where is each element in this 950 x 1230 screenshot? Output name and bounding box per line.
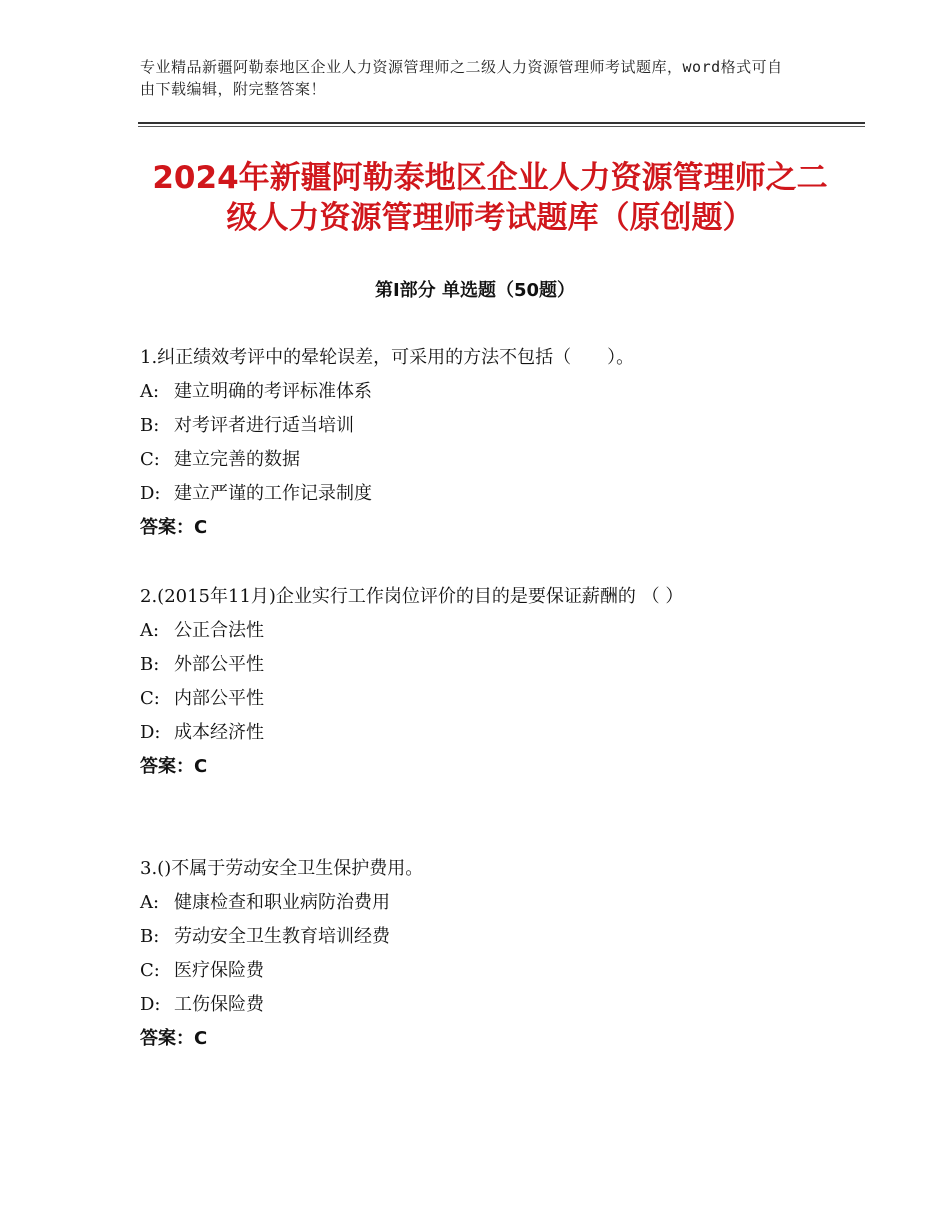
option-a (140, 614, 790, 648)
option-c (140, 682, 790, 716)
option-letter: B: (140, 926, 160, 947)
option-text: 医疗保险费 (174, 960, 264, 981)
option-b (140, 409, 790, 443)
option-text: 工伤保险费 (174, 994, 264, 1015)
question-2 (140, 580, 790, 784)
option-letter: C: (140, 688, 160, 709)
option-letter: D: (140, 722, 161, 743)
option-letter: A: (140, 620, 160, 641)
header-rule-thin (138, 126, 865, 127)
option-letter: D: (140, 483, 161, 504)
option-letter: D: (140, 994, 161, 1015)
option-text: 公正合法性 (174, 620, 264, 641)
question-stem: 3.()不属于劳动安全卫生保护费用。 (140, 858, 424, 879)
header-rule (138, 122, 865, 124)
option-c (140, 954, 790, 988)
option-letter: B: (140, 415, 160, 436)
section-heading: 第Ⅰ部分 单选题（50题） (374, 280, 575, 301)
option-text: 对考评者进行适当培训 (174, 415, 354, 436)
option-d (140, 477, 790, 511)
question-1 (140, 341, 790, 545)
option-letter: A: (140, 892, 160, 913)
option-c (140, 443, 790, 477)
option-text: 外部公平性 (174, 654, 264, 675)
option-text: 内部公平性 (174, 688, 264, 709)
option-b (140, 648, 790, 682)
answer: 答案：C (140, 1028, 208, 1049)
option-text: 建立严谨的工作记录制度 (174, 483, 372, 504)
option-d (140, 988, 790, 1022)
question-stem: 2.(2015年11月)企业实行工作岗位评价的目的是要保证薪酬的 （ ） (140, 586, 684, 607)
option-text: 成本经济性 (174, 722, 264, 743)
option-d (140, 716, 790, 750)
option-text: 劳动安全卫生教育培训经费 (174, 926, 390, 947)
question-stem: 1.纠正绩效考评中的晕轮误差，可采用的方法不包括（ ）。 (140, 347, 635, 368)
option-text: 建立明确的考评标准体系 (174, 381, 372, 402)
option-text: 建立完善的数据 (174, 449, 300, 470)
option-a (140, 886, 790, 920)
question-3 (140, 852, 790, 1056)
option-letter: B: (140, 654, 160, 675)
answer: 答案：C (140, 517, 208, 538)
option-letter: C: (140, 449, 160, 470)
header-note: 专业精品新疆阿勒泰地区企业人力资源管理师之二级人力资源管理师考试题库，word格式可自由下载编辑，附完整答案！ (140, 58, 783, 98)
answer: 答案：C (140, 756, 208, 777)
option-b (140, 920, 790, 954)
option-letter: A: (140, 381, 160, 402)
option-a (140, 375, 790, 409)
option-letter: C: (140, 960, 160, 981)
option-text: 健康检查和职业病防治费用 (174, 892, 390, 913)
document-title: 2024年新疆阿勒泰地区企业人力资源管理师之二级人力资源管理师考试题库（原创题） (152, 160, 828, 236)
